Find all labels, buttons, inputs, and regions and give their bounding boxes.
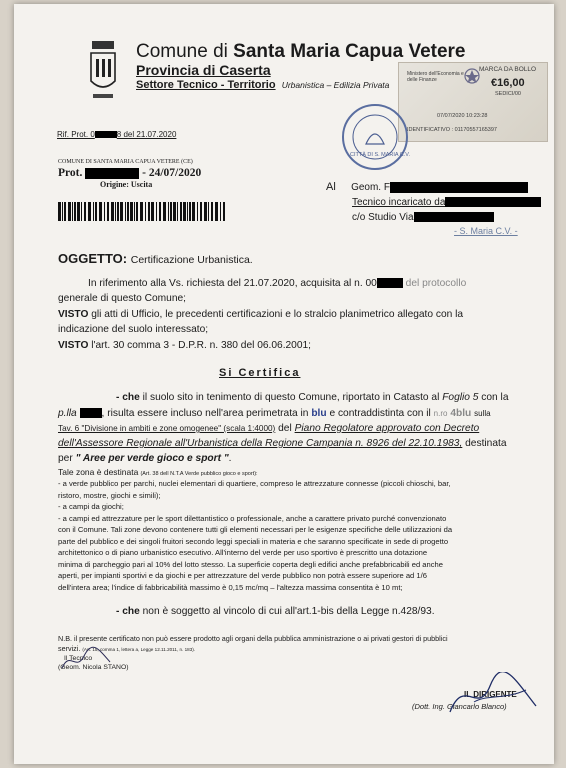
protocol-heading: COMUNE DI SANTA MARIA CAPUA VETERE (CE)	[58, 159, 193, 165]
cert-line-2: p.lla , risulta essere incluso nell'area perimetrata in blu e contraddistinta con il n.ro 4blu sulla	[58, 408, 491, 419]
protocol-origin: Origine: Uscita	[100, 180, 153, 189]
redaction-block	[377, 278, 403, 288]
zona-line: con il Comune. Tali zone devono contenere tutti gli elementi necessari per le esigenze specifiche delle utilizzazioni da	[58, 525, 453, 534]
recipient-line-1: Al Geom. F	[326, 181, 528, 193]
zona-line: architettonico o di piano urbanistico esecutivo. All'interno del verde per uso sportivo è prescritto una dotazione	[58, 548, 428, 557]
redaction-block	[445, 197, 541, 207]
comune-seal: CITTÀ DI S. MARIA C.V.	[342, 104, 408, 170]
visto-1-line-2: indicazione del suolo interessato;	[58, 324, 209, 335]
protocol-stamp	[58, 159, 218, 189]
recipient-line-2: Tecnico incaricato da	[352, 197, 541, 208]
settore-label: Settore Tecnico - Territorio Urbanistica – Edilizia Privata	[136, 79, 390, 91]
dirigente-name: (Dott. Ing. Giancarlo Blanco)	[412, 702, 507, 711]
recipient-city: - S. Maria C.V. -	[454, 226, 518, 236]
cert-line-5: per " Aree per verde gioco e sport ".	[58, 453, 232, 464]
redaction-block	[95, 131, 117, 138]
riferimento-line: Rif. Prot. 0 8 del 21.07.2020	[57, 130, 177, 139]
zona-line: parte del pubblico e dei singoli fruitori secondo leggi speciali in materia e che saranno specificate in sede di progetto	[58, 536, 449, 546]
oggetto-line: OGGETTO: Certificazione Urbanistica.	[58, 251, 253, 266]
cert-line-4: dell'Assessore Regionale all'Urbanistica della Regione Campania n. 8926 del 22.10.1983, destinata	[58, 438, 507, 449]
zona-line: - a verde pubblico per parchi, nuclei elementari di quartiere, compreso le attrezzature connesse (piccoli chioschi, bar,	[58, 479, 451, 488]
redaction-block	[80, 408, 102, 418]
emblem-icon	[463, 67, 481, 85]
protocol-number: Prot. - 24/07/2020	[58, 167, 202, 179]
redaction-block	[414, 212, 494, 222]
tecnico-label: Il Tecnico	[64, 655, 93, 662]
intro-line-1: In riferimento alla Vs. richiesta del 21.07.2020, acquisita al n. 00 del protocollo	[88, 278, 467, 289]
visto-1-line-1: VISTO gli atti di Ufficio, le precedenti certificazioni e lo stralcio planimetrico allegato con la	[58, 309, 464, 320]
si-certifica-heading: Si Certifica	[219, 367, 301, 379]
redaction-block	[85, 168, 139, 179]
zona-line: - a campi da giochi;	[58, 502, 124, 511]
intro-line-2: generale di questo Comune;	[58, 293, 186, 304]
zona-description	[58, 478, 548, 593]
zona-line: ristoro, mostre, giochi e simili);	[58, 490, 161, 500]
provincia-label: Provincia di Caserta	[136, 62, 271, 78]
zona-line: - a campi ed attrezzature per le sport dilettantistico o professionale, anche a carattere privato purché convenzionato	[58, 513, 447, 523]
cert-line-1: - che il suolo sito in tenimento di questo Comune, riportato in Catasto al Foglio 5 con la	[116, 392, 509, 403]
coat-of-arms-icon	[88, 41, 118, 105]
zona-lead: Tale zona è destinata (Art. 38 dell N.T.A Verde pubblico gioco e sport):	[58, 467, 258, 477]
dirigente-signature	[444, 672, 544, 720]
visto-2-line: VISTO l'art. 30 comma 3 - D.P.R. n. 380 del 06.06.2001;	[58, 340, 312, 351]
comune-title: Comune di Santa Maria Capua Vetere	[136, 41, 466, 62]
recipient-line-3: c/o Studio Via	[352, 212, 494, 223]
vincolo-line: - che non è soggetto al vincolo di cui all'art.1-bis della Legge n.428/93.	[116, 606, 435, 617]
zona-line: minima di parcheggio pari al 10% del lotto stesso. La superficie coperta degli edifici anche prefabbricabili ed anche	[58, 559, 443, 569]
barcode-icon	[58, 202, 228, 221]
tecnico-name: (Geom. Nicola STANO)	[58, 664, 129, 671]
seal-icon	[344, 106, 406, 168]
document-page	[14, 4, 554, 764]
marca-da-bollo-stamp: MARCA DA BOLLO Ministero dell'Economia e delle Finanze €16,00 SEDICI/00 07/07/2020 10:23:28 IDENTIFICATIVO : 01170557165397	[398, 62, 548, 142]
nb-line-2: servizi. (Art. 15, comma 1, lettera a, Legge 12.11.2011, n. 183).	[58, 644, 196, 653]
tecnico-signature	[58, 644, 118, 674]
cert-line-3: Tav. 6 "Divisione in ambiti e zone omogenee" (scala 1:4000) del Piano Regolatore approvato con Decreto	[58, 423, 480, 434]
nb-line-1: N.B. il presente certificato non può essere prodotto agli organi della pubblica amministrazione o ai privati gestori di pubblici	[58, 634, 448, 643]
dirigente-label: IL DIRIGENTE	[464, 690, 517, 699]
zona-line: dell'intera area; l'indice di fabbricabilità massimo è 0,15 mc/mq – l'altezza massima consentita è 10 mt;	[58, 582, 403, 592]
redaction-block	[390, 182, 528, 193]
zona-line: aperti, per impianti sportivi e da giochi e per attrezzature del verde pubblico non potrà essere superiore ad 1/6	[58, 571, 427, 580]
